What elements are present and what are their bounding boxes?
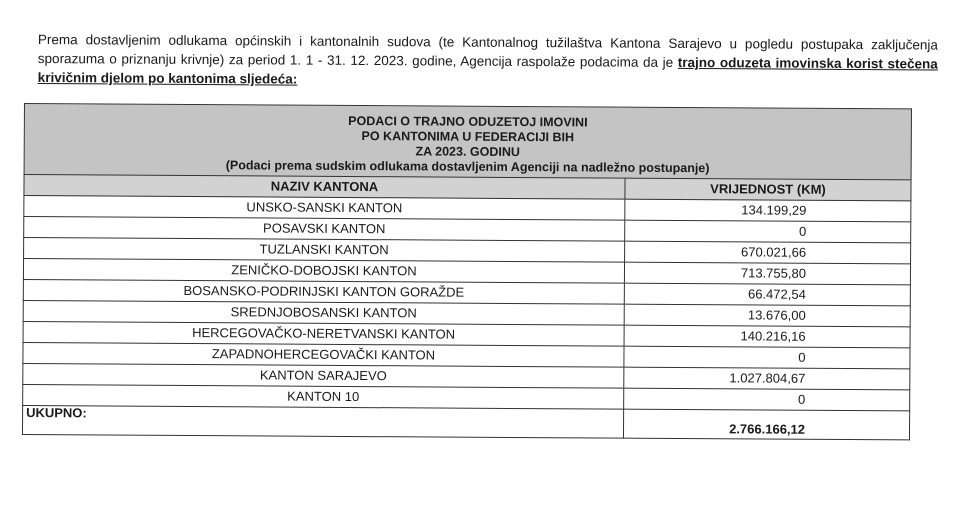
canton-name: KANTON 10 bbox=[23, 384, 624, 409]
canton-value: 66.472,54 bbox=[624, 283, 910, 306]
table-title-row bbox=[24, 104, 911, 180]
total-label: UKUPNO: bbox=[22, 405, 623, 438]
table-title-line-1: PODACI O TRAJNO ODUZETOJ IMOVINI bbox=[348, 113, 588, 130]
canton-value: 1.027.804,67 bbox=[624, 367, 910, 390]
canton-name: ZENIČKO-DOBOJSKI KANTON bbox=[23, 259, 624, 284]
canton-value: 670.021,66 bbox=[625, 241, 911, 264]
intro-text: Prema dostavljenim odlukama općinskih i kantonalnih sudova (te Kantonalnog tužilaštva Kantona Sarajevo u pogledu postupaka zaključenja sporazuma o priznanju krivnje) za period 1. 1 - 31. 12. 2023. godine, Agencija raspolaže podacima da je bbox=[37, 31, 938, 70]
canton-name: TUZLANSKI KANTON bbox=[24, 238, 625, 263]
canton-value: 140.216,16 bbox=[624, 325, 910, 348]
canton-value: 713.755,80 bbox=[624, 262, 910, 285]
canton-name: POSAVSKI KANTON bbox=[24, 217, 625, 242]
canton-name: SREDNJOBOSANSKI KANTON bbox=[23, 300, 624, 325]
table-title-line-2: PO KANTONIMA U FEDERACIJI BIH bbox=[361, 129, 575, 145]
canton-name: KANTON SARAJEVO bbox=[23, 363, 624, 388]
confiscated-assets-table bbox=[22, 103, 912, 440]
canton-value: 13.676,00 bbox=[624, 304, 910, 327]
column-header-name: NAZIV KANTONA bbox=[24, 175, 625, 200]
canton-name: HERCEGOVAČKO-NERETVANSKI KANTON bbox=[23, 321, 624, 346]
total-row bbox=[22, 405, 909, 439]
canton-value: 0 bbox=[624, 346, 910, 369]
confiscated-assets-table-wrap bbox=[22, 103, 912, 440]
canton-value: 0 bbox=[625, 220, 911, 243]
canton-name: BOSANSKO-PODRINJSKI KANTON GORAŽDE bbox=[23, 279, 624, 304]
table-title-block bbox=[24, 104, 911, 180]
table-title-line-4: (Podaci prema sudskim odlukama dostavljenim Agenciji na nadležno postupanje) bbox=[225, 158, 710, 176]
canton-value: 0 bbox=[624, 388, 910, 411]
total-value: 2.766.166,12 bbox=[623, 409, 909, 440]
column-header-value: VRIJEDNOST (KM) bbox=[625, 178, 911, 201]
canton-name: UNSKO-SANSKI KANTON bbox=[24, 196, 625, 221]
canton-name: ZAPADNOHERCEGOVAČKI KANTON bbox=[23, 342, 624, 367]
table-title-line-3: ZA 2023. GODINU bbox=[415, 144, 520, 160]
intro-paragraph bbox=[38, 30, 938, 92]
canton-value: 134.199,29 bbox=[625, 199, 911, 222]
intro-emphasis: trajno oduzeta imovinska korist stečena krivičnim djelom po kantonima sljedeća: bbox=[37, 54, 938, 87]
